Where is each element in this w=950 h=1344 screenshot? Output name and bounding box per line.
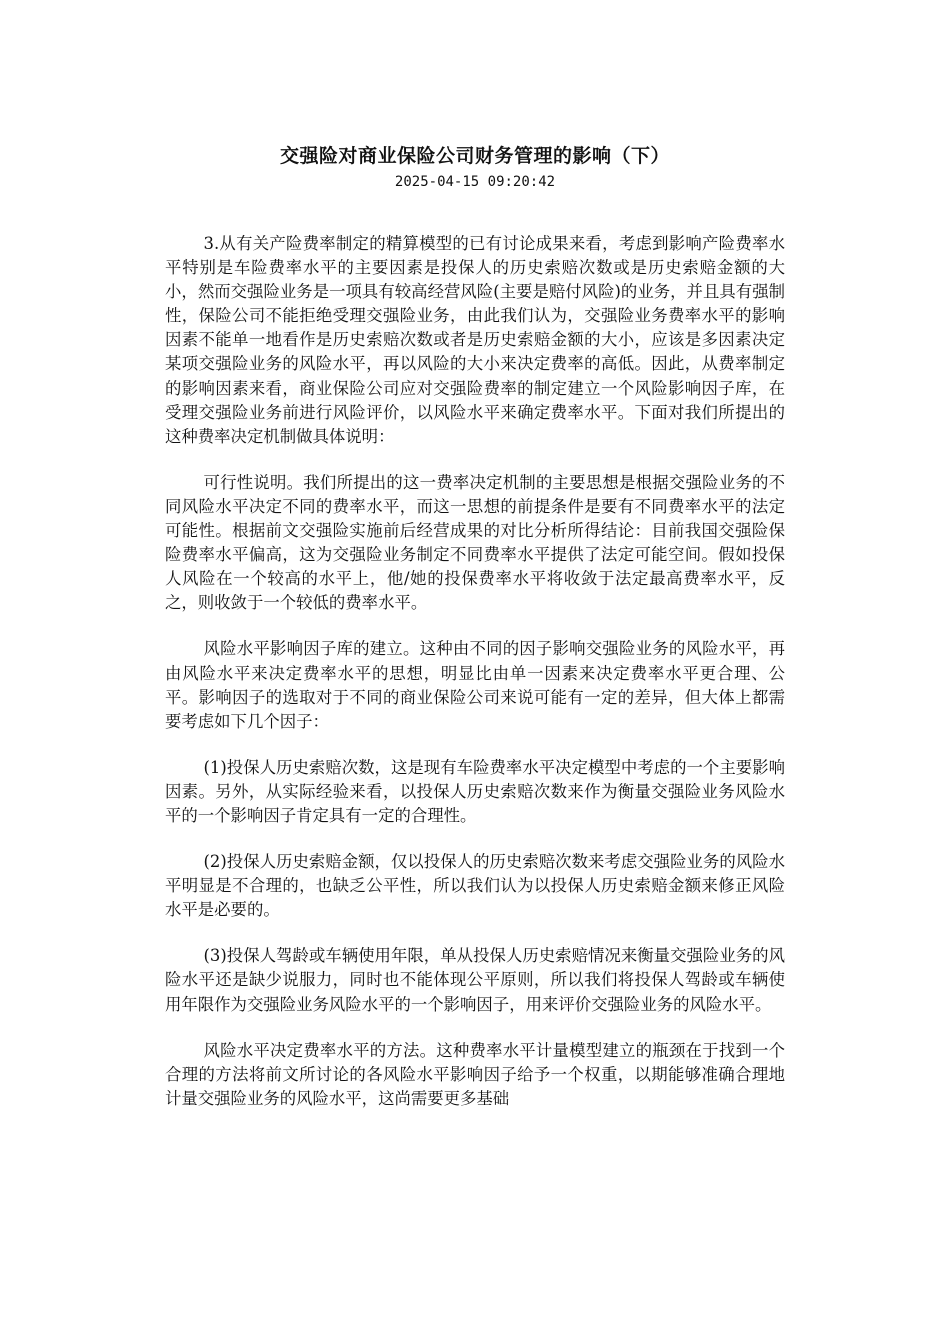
article-body bbox=[165, 232, 785, 1133]
paragraph: 风险水平决定费率水平的方法。这种费率水平计量模型建立的瓶颈在于找到一个合理的方法将前文所讨论的各风险水平影响因子给予一个权重，以期能够准确合理地计量交强险业务的风险水平，这尚需要更多基础 bbox=[165, 1040, 785, 1108]
article-date: 2025-04-15 09:20:42 bbox=[394, 174, 556, 190]
paragraph: (3)投保人驾龄或车辆使用年限，单从投保人历史索赔情况来衡量交强险业务的风险水平还是缺少说服力，同时也不能体现公平原则，所以我们将投保人驾龄或车辆使用年限作为交强险业务风险水平的一个影响因子，用来评价交强险业务的风险水平。 bbox=[165, 946, 785, 1014]
paragraph: 3.从有关产险费率制定的精算模型的已有讨论成果来看，考虑到影响产险费率水平特别是车险费率水平的主要因素是投保人的历史索赔次数或是历史索赔金额的大小，然而交强险业务是一项具有较高经营风险(主要是赔付风险)的业务，并且具有强制性，保险公司不能拒绝受理交强险业务，由此我们认为，交强险业务费率水平的影响因素不能单一地看作是历史索赔次数或者是历史索赔金额的大小，应该是多因素决定某项交强险业务的风险水平，再以风险的大小来决定费率的高低。因此，从费率制定的影响因素来看，商业保险公司应对交强险费率的制定建立一个风险影响因子库，在受理交强险业务前进行风险评价，以风险水平来确定费率水平。下面对我们所提出的这种费率决定机制做具体说明： bbox=[165, 234, 785, 446]
paragraph: 可行性说明。我们所提出的这一费率决定机制的主要思想是根据交强险业务的不同风险水平决定不同的费率水平，而这一思想的前提条件是要有不同费率水平的法定可能性。根据前文交强险实施前后经营成果的对比分析所得结论：目前我国交强险保险费率水平偏高，这为交强险业务制定不同费率水平提供了法定可能空间。假如投保人风险在一个较高的水平上，他/她的投保费率水平将收敛于法定最高费率水平，反之，则收敛于一个较低的费率水平。 bbox=[165, 472, 785, 613]
article-title: 交强险对商业保险公司财务管理的影响（下） bbox=[279, 145, 670, 167]
paragraph: 风险水平影响因子库的建立。这种由不同的因子影响交强险业务的风险水平，再由风险水平来决定费率水平的思想，明显比由单一因素来决定费率水平更合理、公平。影响因子的选取对于不同的商业保险公司来说可能有一定的差异，但大体上都需要考虑如下几个因子： bbox=[165, 639, 785, 731]
paragraph: (1)投保人历史索赔次数，这是现有车险费率水平决定模型中考虑的一个主要影响因素。另外，从实际经验来看，以投保人历史索赔次数来作为衡量交强险业务风险水平的一个影响因子肯定具有一定的合理性。 bbox=[165, 757, 785, 825]
paragraph: (2)投保人历史索赔金额，仅以投保人的历史索赔次数来考虑交强险业务的风险水平明显是不合理的，也缺乏公平性，所以我们认为以投保人历史索赔金额来修正风险水平是必要的。 bbox=[165, 852, 785, 920]
